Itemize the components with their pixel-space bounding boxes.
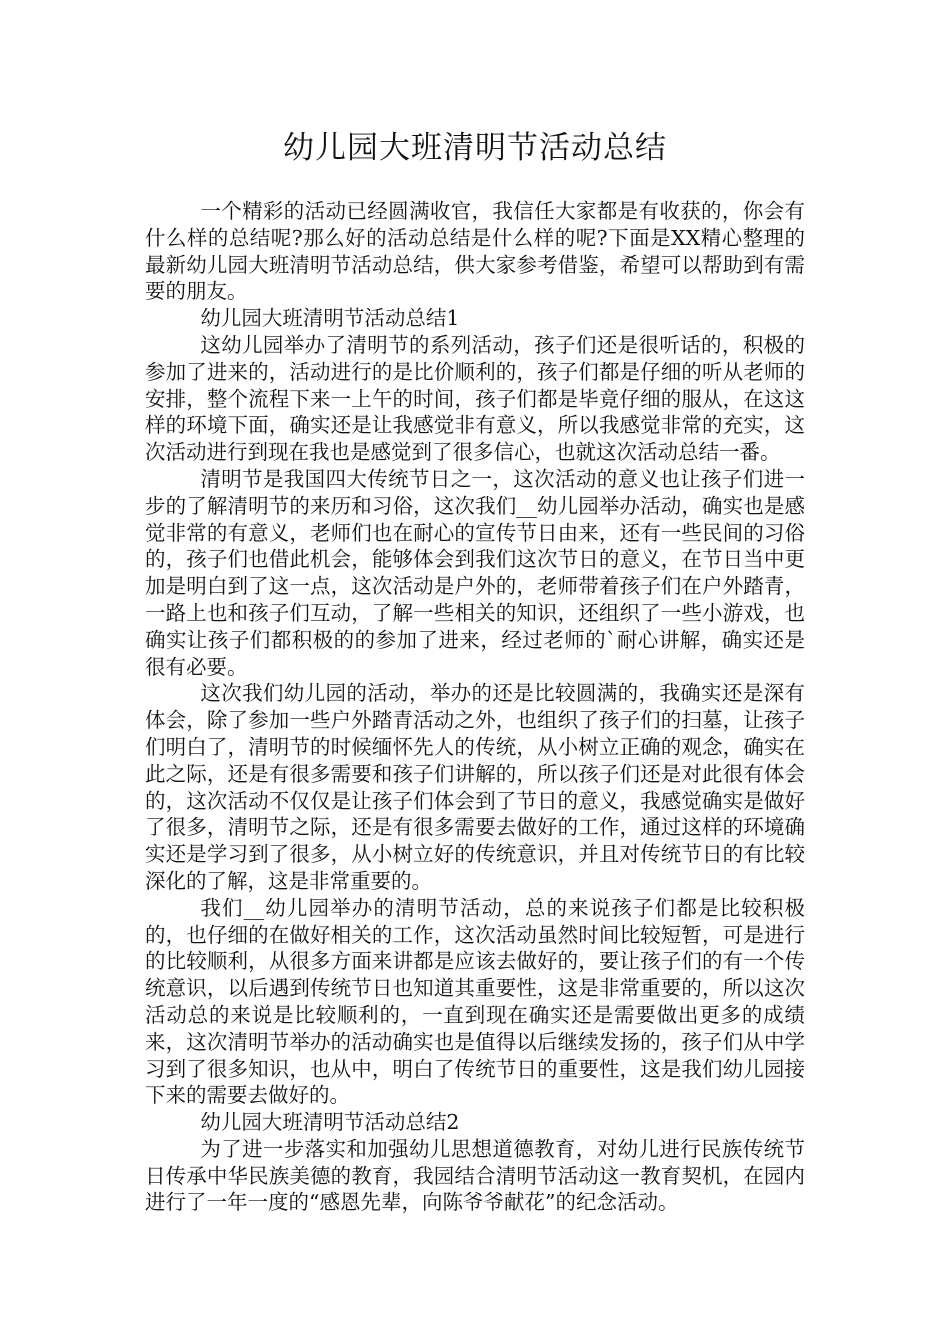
- document-body: [145, 198, 805, 1216]
- body-paragraph: 这次我们幼儿园的活动，举办的还是比较圆满的，我确实还是深有体会，除了参加一些户外踏青活动之外，也组织了孩子们的扫墓，让孩子们明白了，清明节的时候缅怀先人的传统，从小树立正确的观念，确实在此之际，还是有很多需要和孩子们讲解的，所以孩子们还是对此很有体会的，这次活动不仅仅是让孩子们体会到了节日的意义，我感觉确实是做好了很多，清明节之际，还是有很多需要去做好的工作，通过这样的环境确实还是学习到了很多，从小树立好的传统意识，并且对传统节日的有比较深化的了解，这是非常重要的。: [145, 681, 805, 893]
- body-paragraph: 为了进一步落实和加强幼儿思想道德教育，对幼儿进行民族传统节日传承中华民族美德的教育，我园结合清明节活动这一教育契机，在园内进行了一年一度的“感恩先辈，向陈爷爷献花”的纪念活动。: [145, 1136, 805, 1215]
- section-heading-2: 幼儿园大班清明节活动总结2: [200, 1110, 460, 1135]
- body-paragraph: 清明节是我国四大传统节日之一，这次活动的意义也让孩子们进一步的了解清明节的来历和习俗，这次我们__幼儿园举办活动，确实也是感觉非常的有意义，老师们也在耐心的宣传节日由来，还有一些民间的习俗的，孩子们也借此机会，能够体会到我们这次节日的意义，在节日当中更加是明白到了这一点，这次活动是户外的，老师带着孩子们在户外踏青，一路上也和孩子们互动，了解一些相关的知识，还组织了一些小游戏，也确实让孩子们都积极的的参加了进来，经过老师的`耐心讲解，确实还是很有必要。: [145, 466, 805, 679]
- body-paragraph: 我们__幼儿园举办的清明节活动，总的来说孩子们都是比较积极的，也仔细的在做好相关的工作，这次活动虽然时间比较短暂，可是进行的比较顺利，从很多方面来讲都是应该去做好的，要让孩子们的有一个传统意识，以后遇到传统节日也知道其重要性，这是非常重要的，所以这次活动总的来说是比较顺利的，一直到现在确实还是需要做出更多的成绩来，这次清明节举办的活动确实也是值得以后继续发扬的，孩子们从中学习到了很多知识，也从中，明白了传统节日的重要性，这是我们幼儿园接下来的需要去做好的。: [145, 895, 805, 1108]
- body-paragraph: 这幼儿园举办了清明节的系列活动，孩子们还是很听话的，积极的参加了进来的，活动进行的是比价顺利的，孩子们都是仔细的听从老师的安排，整个流程下来一上午的时间，孩子们都是毕竟仔细的服从，在这这样的环境下面，确实还是让我感觉非有意义，所以我感觉非常的充实，这次活动进行到现在我也是感觉到了很多信心，也就这次活动总结一番。: [145, 332, 805, 465]
- section-heading-1: 幼儿园大班清明节活动总结1: [200, 306, 460, 331]
- intro-paragraph: 一个精彩的活动已经圆满收官，我信任大家都是有收获的，你会有什么样的总结呢?那么好的活动总结是什么样的呢?下面是XX精心整理的最新幼儿园大班清明节活动总结，供大家参考借鉴，希望可以帮助到有需要的朋友。: [145, 199, 805, 304]
- document-title: 幼儿园大班清明节活动总结: [283, 130, 667, 166]
